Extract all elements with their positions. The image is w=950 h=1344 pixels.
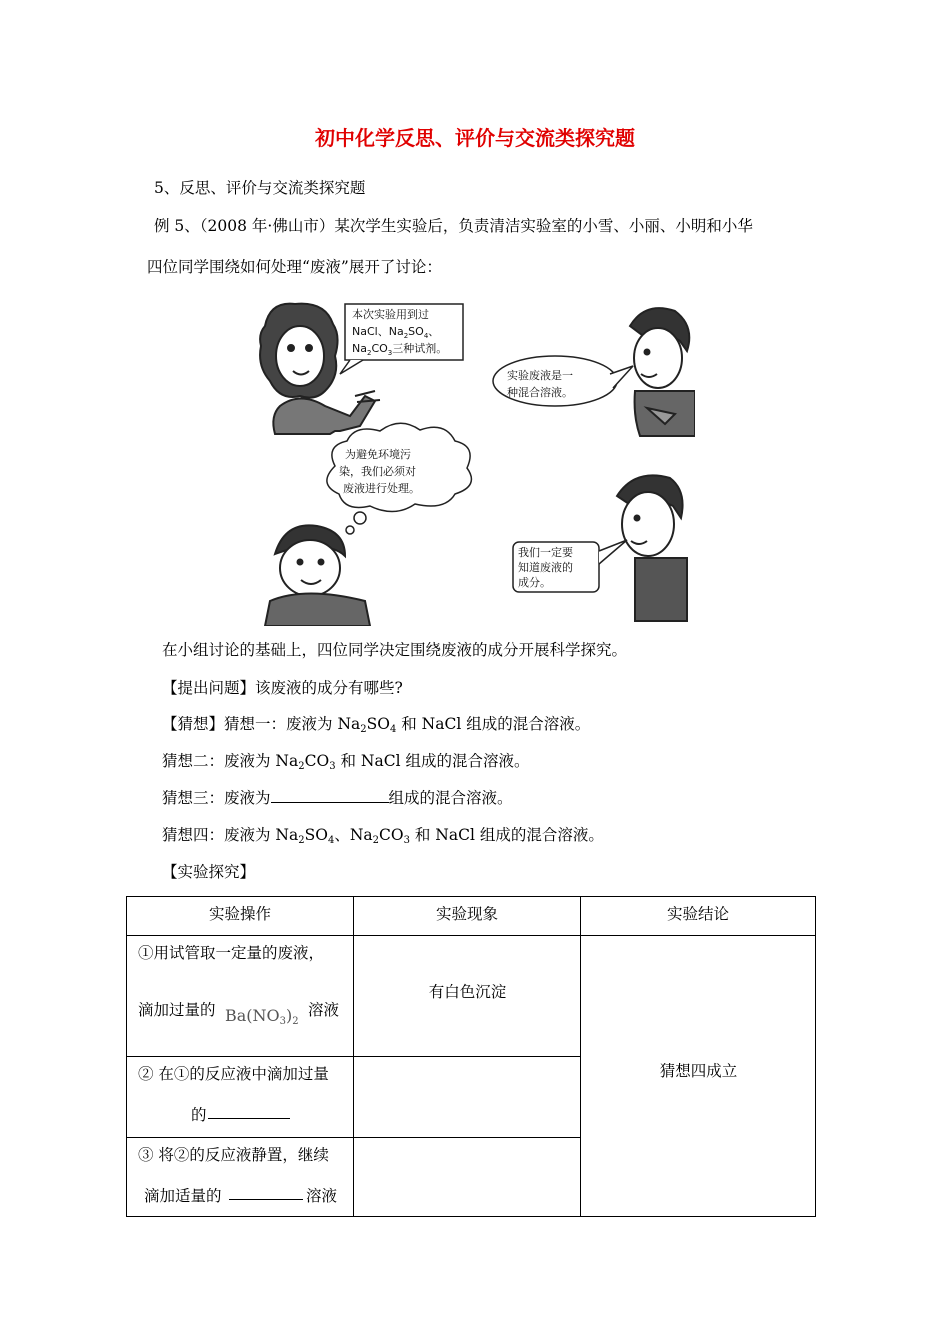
- header-phenomenon: 实验现象: [354, 897, 581, 936]
- girl-bubble-na: 、Na: [377, 325, 404, 338]
- svg-text:Na2CO3三种试剂。: [352, 341, 447, 357]
- boy-figure-3: [617, 475, 687, 621]
- guess-4-line: [162, 825, 604, 845]
- guess-2-line: [162, 751, 529, 771]
- boy3-bubble-line-1: 我们一定要: [518, 546, 573, 559]
- guess-1-text-b: SO: [366, 715, 390, 733]
- cartoon-illustration: [255, 296, 695, 626]
- guess-4-text-a: 猜想四：废液为 Na: [162, 826, 299, 844]
- boy-figure-2: [265, 525, 370, 626]
- girl-bubble-co: CO: [371, 342, 388, 355]
- boy1-bubble-line-1: 实验废液是一: [507, 369, 573, 382]
- boy2-bubble-line-3: 废液进行处理。: [343, 482, 420, 495]
- guess-1-text-c: 和 NaCl 组成的混合溶液。: [396, 715, 591, 733]
- row-1-phenomenon: [354, 936, 581, 1057]
- barium-nitrate-formula: [225, 1006, 299, 1025]
- guess-4-text-b: SO: [304, 826, 328, 844]
- row-3-op-line-2b: 溶液: [306, 1187, 338, 1205]
- boy3-speech-box: [513, 540, 627, 592]
- thought-cloud: [327, 423, 472, 534]
- row-2-op-line-2: 的: [191, 1106, 207, 1124]
- question-text: 该废液的成分有哪些?: [255, 679, 403, 697]
- conclusion-text: 猜想四成立: [659, 1062, 738, 1080]
- row-3-phenomenon[interactable]: [354, 1138, 581, 1217]
- guess-3-line: [162, 788, 513, 808]
- row-1-op-line-2b: 溶液: [308, 1001, 340, 1019]
- guess-1-line: [162, 714, 590, 734]
- guess-label: 【猜想】: [162, 715, 225, 733]
- row-1-op-line-1: ①用试管取一定量的废液，: [138, 944, 325, 962]
- guess-2-text-b: CO: [304, 752, 330, 770]
- row-2-operation: [127, 1057, 354, 1138]
- boy3-bubble-line-2: 知道废液的: [518, 561, 573, 574]
- formula-part-b: ): [286, 1006, 293, 1025]
- guess-3-blank[interactable]: [271, 788, 389, 803]
- row-1-operation: [127, 936, 354, 1057]
- guess-2-sub-3: 3: [329, 761, 336, 772]
- boy-figure-1: [630, 308, 695, 436]
- girl-bubble-sub-2a: 2: [403, 332, 409, 340]
- girl-bubble-sub-4: 4: [423, 332, 429, 340]
- formula-part-a: Ba(NO: [225, 1006, 280, 1025]
- question-label: 【提出问题】: [162, 679, 256, 697]
- row-3-operation: [127, 1138, 354, 1217]
- guess-1-sub-2: 2: [360, 724, 367, 735]
- boy1-bubble-line-2: 种混合溶液。: [507, 386, 573, 399]
- guess-4-sub-3: 3: [403, 835, 410, 846]
- guess-3-text-a: 猜想三：废液为: [162, 789, 271, 807]
- row-3-op-line-2a: 滴加适量的: [144, 1187, 222, 1205]
- table-header-row: [127, 897, 816, 936]
- guess-2-sub-2: 2: [298, 761, 305, 772]
- guess-1-text-a: 猜想一：废液为 Na: [224, 715, 361, 733]
- guess-2-text-c: 和 NaCl 组成的混合溶液。: [335, 752, 530, 770]
- guess-1-sub-4: 4: [389, 724, 397, 735]
- girl-bubble-comma: 、: [428, 325, 440, 338]
- boy3-bubble-line-3: 成分。: [518, 576, 551, 589]
- guess-2-text-a: 猜想二：废液为 Na: [162, 752, 299, 770]
- guess-4-sub-2b: 2: [372, 835, 379, 846]
- row-2-phenomenon[interactable]: [354, 1057, 581, 1138]
- girl-bubble-nacl: NaCl: [352, 325, 378, 338]
- row-2-blank[interactable]: [208, 1103, 290, 1119]
- girl-bubble-na2: Na: [352, 342, 367, 355]
- row-1-op-line-2a: 滴加过量的: [138, 1001, 216, 1019]
- girl-bubble-line-1: 本次实验用到过: [352, 308, 429, 321]
- girl-bubble-sub-2b: 2: [366, 349, 372, 357]
- boy1-speech-bubble: [493, 356, 633, 406]
- row-3-blank[interactable]: [229, 1184, 303, 1200]
- formula-sub-3: 3: [279, 1016, 287, 1027]
- girl-bubble-so: SO: [408, 325, 424, 338]
- header-operation: 实验操作: [127, 897, 354, 936]
- girl-speech-box: [340, 304, 463, 374]
- guess-4-sub-4: 4: [327, 835, 335, 846]
- girl-bubble-sub-3: 3: [387, 349, 393, 357]
- row-1-phenomenon-text: 有白色沉淀: [428, 983, 507, 1001]
- guess-4-text-c: 、Na: [334, 826, 373, 844]
- guess-4-sub-2a: 2: [298, 835, 305, 846]
- row-2-op-line-1: ② 在①的反应液中滴加过量: [138, 1065, 329, 1083]
- header-conclusion: 实验结论: [581, 897, 816, 936]
- explore-label: 【实验探究】: [162, 863, 256, 881]
- row-3-op-line-1: ③ 将②的反应液静置，继续: [138, 1146, 329, 1164]
- discussion-paragraph: 在小组讨论的基础上，四位同学决定围绕废液的成分开展科学探究。: [162, 641, 628, 659]
- boy2-bubble-line-2: 染，我们必须对: [339, 465, 416, 478]
- experiment-table: [126, 896, 816, 1217]
- page-title: 初中化学反思、评价与交流类探究题: [315, 126, 635, 150]
- example-line-1: 例 5、（2008 年·佛山市）某次学生实验后，负责清洁实验室的小雪、小丽、小明和小华: [154, 217, 753, 235]
- boy2-bubble-line-1: 为避免环境污: [345, 448, 411, 461]
- question-line: [162, 678, 403, 698]
- guess-3-text-b: 组成的混合溶液。: [388, 789, 513, 807]
- girl-bubble-three-reagents: 三种试剂。: [392, 342, 448, 355]
- example-line-2: 四位同学围绕如何处理“废液”展开了讨论：: [147, 258, 442, 276]
- guess-4-text-d: CO: [379, 826, 404, 844]
- section-heading: 5、反思、评价与交流类探究题: [154, 179, 366, 197]
- table-row: [127, 936, 816, 1057]
- conclusion-cell: [581, 936, 816, 1217]
- formula-sub-2: 2: [292, 1016, 299, 1027]
- guess-4-text-e: 和 NaCl 组成的混合溶液。: [409, 826, 604, 844]
